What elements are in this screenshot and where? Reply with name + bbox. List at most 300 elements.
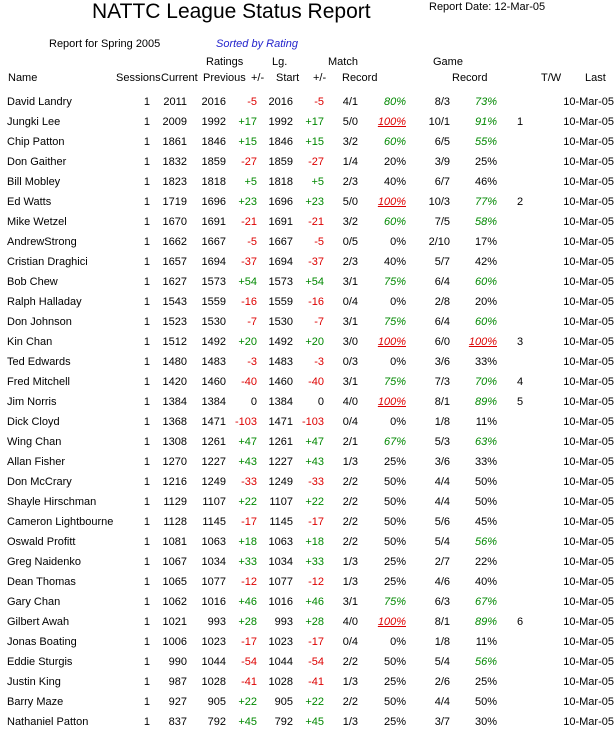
game-percent: 77% — [474, 196, 497, 208]
league-start: 1691 — [268, 216, 293, 228]
previous-rating: 1249 — [201, 476, 226, 488]
tw-rank — [507, 232, 533, 252]
game-record: 7/5 — [434, 216, 450, 228]
previous-rating: 1492 — [201, 336, 226, 348]
previous-rating: 1992 — [201, 116, 226, 128]
current-rating: 987 — [168, 676, 187, 688]
league-change: +33 — [305, 556, 324, 568]
game-percent: 67% — [474, 596, 497, 608]
sessions: 1 — [143, 156, 150, 168]
last-played: 10-Mar-05 — [563, 536, 614, 548]
rating-change: -5 — [247, 96, 257, 108]
sessions: 1 — [143, 196, 150, 208]
spacer — [497, 532, 507, 552]
sessions: 1 — [143, 136, 150, 148]
match-percent: 0% — [390, 236, 406, 248]
name-column-header: Name — [8, 72, 38, 84]
league-start: 1846 — [268, 136, 293, 148]
player-name: Jonas Boating — [7, 636, 77, 648]
rating-change: +17 — [238, 116, 257, 128]
game-record: 8/3 — [434, 96, 450, 108]
sessions: 1 — [143, 376, 150, 388]
game-percent: 70% — [474, 376, 497, 388]
game-record: 6/4 — [434, 276, 450, 288]
match-record: 2/2 — [342, 496, 358, 508]
tw-rank — [507, 572, 533, 592]
player-name: Cameron Lightbourne — [7, 516, 114, 528]
league-start: 1044 — [268, 656, 293, 668]
spacer — [497, 452, 507, 472]
tw-rank — [507, 272, 533, 292]
match-record: 2/2 — [342, 516, 358, 528]
game-percent: 42% — [474, 256, 497, 268]
game-record: 6/3 — [434, 596, 450, 608]
table-row — [0, 632, 614, 652]
match-percent: 75% — [383, 276, 406, 288]
league-start: 1694 — [268, 256, 293, 268]
last-played: 10-Mar-05 — [563, 276, 614, 288]
match-record: 2/1 — [342, 436, 358, 448]
league-change: -3 — [314, 356, 324, 368]
spacer — [497, 692, 507, 712]
last-played: 10-Mar-05 — [563, 596, 614, 608]
sessions: 1 — [143, 496, 150, 508]
current-rating: 1384 — [162, 396, 187, 408]
league-change: +18 — [305, 536, 324, 548]
game-percent: 60% — [474, 316, 497, 328]
previous-rating: 1016 — [201, 596, 226, 608]
previous-rating: 1818 — [201, 176, 226, 188]
match-record: 3/1 — [342, 596, 358, 608]
rating-change: +20 — [238, 336, 257, 348]
table-row — [0, 672, 614, 692]
last-played: 10-Mar-05 — [563, 236, 614, 248]
current-rating: 1129 — [163, 496, 187, 508]
league-start: 1859 — [268, 156, 293, 168]
current-rating: 1062 — [162, 596, 187, 608]
spacer — [497, 672, 507, 692]
league-start: 1145 — [269, 516, 293, 528]
rating-change: -33 — [241, 476, 257, 488]
match-group-header: Match — [328, 56, 358, 68]
rating-change: +22 — [238, 696, 257, 708]
report-title: NATTC League Status Report — [92, 0, 371, 23]
table-row — [0, 292, 614, 312]
previous-rating: 1691 — [201, 216, 226, 228]
last-played: 10-Mar-05 — [563, 336, 614, 348]
table-row — [0, 472, 614, 492]
tw-rank — [507, 552, 533, 572]
league-change: -5 — [314, 96, 324, 108]
rating-change: +43 — [238, 456, 257, 468]
tw-rank — [507, 672, 533, 692]
league-start: 1667 — [268, 236, 293, 248]
last-played: 10-Mar-05 — [563, 296, 614, 308]
current-rating: 1523 — [162, 316, 187, 328]
match-percent: 25% — [383, 716, 406, 728]
sessions: 1 — [143, 676, 150, 688]
spacer — [497, 212, 507, 232]
league-change: +22 — [305, 496, 324, 508]
league-change: +5 — [311, 176, 324, 188]
sessions: 1 — [143, 456, 150, 468]
spacer — [497, 432, 507, 452]
league-change: +45 — [305, 716, 324, 728]
player-name: Fred Mitchell — [7, 376, 70, 388]
rating-change: -21 — [241, 216, 257, 228]
rating-change: -17 — [241, 636, 257, 648]
match-record: 3/2 — [342, 136, 358, 148]
game-percent: 56% — [474, 536, 497, 548]
sessions: 1 — [143, 596, 150, 608]
match-percent: 50% — [383, 536, 406, 548]
league-start: 1460 — [268, 376, 293, 388]
spacer — [497, 352, 507, 372]
tw-rank — [507, 632, 533, 652]
match-percent: 50% — [383, 656, 406, 668]
tw-rank — [507, 352, 533, 372]
match-record: 3/2 — [342, 216, 358, 228]
previous-rating: 1530 — [201, 316, 226, 328]
match-percent: 25% — [383, 456, 406, 468]
league-change: -17 — [308, 516, 324, 528]
current-column-header: Current — [161, 72, 198, 84]
player-name: Chip Patton — [7, 136, 65, 148]
current-rating: 1067 — [162, 556, 187, 568]
table-row — [0, 252, 614, 272]
last-played: 10-Mar-05 — [563, 176, 614, 188]
game-record: 10/3 — [428, 196, 450, 208]
table-row — [0, 152, 614, 172]
spacer — [497, 712, 507, 732]
rating-change: +46 — [238, 596, 257, 608]
league-start: 1249 — [268, 476, 293, 488]
current-rating: 1543 — [162, 296, 187, 308]
tw-rank — [507, 532, 533, 552]
game-record: 6/7 — [434, 176, 450, 188]
league-change: +17 — [305, 116, 324, 128]
player-name: AndrewStrong — [7, 236, 77, 248]
match-record: 2/2 — [342, 536, 358, 548]
previous-rating: 1063 — [201, 536, 226, 548]
game-record: 7/3 — [434, 376, 450, 388]
tw-rank — [507, 152, 533, 172]
game-record: 4/4 — [434, 696, 450, 708]
previous-rating: 1227 — [201, 456, 226, 468]
player-name: Ed Watts — [7, 196, 52, 208]
game-percent: 63% — [474, 436, 497, 448]
table-row — [0, 132, 614, 152]
rating-change: -40 — [241, 376, 257, 388]
table-row — [0, 652, 614, 672]
league-start: 905 — [274, 696, 293, 708]
player-name: Bill Mobley — [7, 176, 61, 188]
game-record: 6/4 — [434, 316, 450, 328]
table-row — [0, 232, 614, 252]
spacer — [497, 92, 507, 112]
tw-rank — [507, 452, 533, 472]
match-record: 0/4 — [342, 296, 358, 308]
match-percent: 50% — [383, 516, 406, 528]
sessions: 1 — [143, 656, 150, 668]
previous-rating: 1696 — [201, 196, 226, 208]
sessions: 1 — [143, 416, 150, 428]
match-record: 5/0 — [342, 196, 358, 208]
game-percent: 45% — [474, 516, 497, 528]
match-percent: 0% — [390, 636, 406, 648]
match-record: 1/3 — [342, 456, 358, 468]
current-rating: 1670 — [162, 216, 187, 228]
last-played: 10-Mar-05 — [563, 256, 614, 268]
game-percent: 73% — [474, 96, 497, 108]
player-name: Barry Maze — [7, 696, 64, 708]
match-record: 0/4 — [342, 416, 358, 428]
tw-rank — [507, 512, 533, 532]
match-percent: 60% — [383, 216, 406, 228]
sessions: 1 — [143, 116, 150, 128]
previous-rating: 1573 — [201, 276, 226, 288]
spacer — [497, 512, 507, 532]
game-percent: 11% — [475, 636, 497, 648]
league-change: +22 — [305, 696, 324, 708]
last-played: 10-Mar-05 — [563, 136, 614, 148]
player-name: Eddie Sturgis — [7, 656, 73, 668]
report-date: Report Date: 12-Mar-05 — [429, 1, 546, 13]
sessions: 1 — [143, 396, 150, 408]
player-name: Kin Chan — [7, 336, 53, 348]
rating-change: -41 — [241, 676, 257, 688]
last-played: 10-Mar-05 — [563, 356, 614, 368]
rating-change: -17 — [241, 516, 257, 528]
sessions: 1 — [143, 616, 150, 628]
player-name: Cristian Draghici — [7, 256, 88, 268]
league-change: -103 — [301, 416, 324, 428]
current-rating: 1065 — [162, 576, 187, 588]
match-record: 2/2 — [342, 656, 358, 668]
game-record-column-header: Record — [452, 72, 488, 84]
table-row — [0, 192, 614, 212]
current-rating: 1081 — [162, 536, 187, 548]
league-start: 1077 — [268, 576, 293, 588]
tw-rank: 6 — [516, 616, 524, 628]
game-record: 3/9 — [434, 156, 450, 168]
last-played: 10-Mar-05 — [563, 656, 614, 668]
sessions: 1 — [143, 356, 150, 368]
current-rating: 1480 — [162, 356, 187, 368]
match-percent: 75% — [383, 596, 406, 608]
league-change: +46 — [305, 596, 324, 608]
rating-change: 0 — [250, 396, 257, 408]
league-change: 0 — [317, 396, 324, 408]
game-record: 5/6 — [434, 516, 450, 528]
tw-rank — [507, 212, 533, 232]
current-rating: 1006 — [162, 636, 187, 648]
tw-rank: 1 — [516, 116, 524, 128]
rating-change: -7 — [247, 316, 257, 328]
rating-change: +22 — [238, 496, 257, 508]
spacer — [497, 472, 507, 492]
last-played: 10-Mar-05 — [563, 436, 614, 448]
previous-column-header: Previous — [203, 72, 246, 84]
sessions: 1 — [143, 316, 150, 328]
current-rating: 1627 — [162, 276, 187, 288]
game-percent: 100% — [468, 336, 497, 348]
table-row — [0, 712, 614, 732]
game-record: 5/7 — [434, 256, 450, 268]
spacer — [497, 592, 507, 612]
rating-change: -12 — [241, 576, 257, 588]
match-record: 3/1 — [342, 376, 358, 388]
match-percent: 60% — [383, 136, 406, 148]
league-change: -27 — [308, 156, 324, 168]
sort-indicator: Sorted by Rating — [216, 38, 298, 50]
previous-rating: 1107 — [202, 496, 226, 508]
table-row — [0, 612, 614, 632]
last-column-header: Last — [585, 72, 606, 84]
sessions: 1 — [143, 236, 150, 248]
start-column-header: Start — [276, 72, 300, 84]
game-percent: 22% — [474, 556, 497, 568]
current-rating: 990 — [168, 656, 187, 668]
player-name: Ted Edwards — [7, 356, 71, 368]
player-name: Dick Cloyd — [7, 416, 60, 428]
spacer — [497, 412, 507, 432]
spacer — [497, 572, 507, 592]
last-played: 10-Mar-05 — [563, 376, 614, 388]
current-rating: 1021 — [162, 616, 187, 628]
last-played: 10-Mar-05 — [563, 556, 614, 568]
previous-rating: 792 — [207, 716, 226, 728]
previous-rating: 1028 — [201, 676, 226, 688]
rating-change: +28 — [238, 616, 257, 628]
league-start: 1530 — [268, 316, 293, 328]
game-percent: 11% — [475, 416, 497, 428]
match-percent: 25% — [383, 576, 406, 588]
spacer — [497, 152, 507, 172]
league-change: +28 — [305, 616, 324, 628]
league-change: -7 — [314, 316, 324, 328]
league-start: 1483 — [268, 356, 293, 368]
league-start: 792 — [274, 716, 293, 728]
last-played: 10-Mar-05 — [563, 696, 614, 708]
player-name: Don Gaither — [7, 156, 67, 168]
player-name: Wing Chan — [7, 436, 62, 448]
league-start: 1227 — [268, 456, 293, 468]
game-record: 2/8 — [434, 296, 450, 308]
league-start: 1696 — [268, 196, 293, 208]
game-record: 10/1 — [428, 116, 450, 128]
game-group-header: Game — [433, 56, 463, 68]
match-record: 0/4 — [342, 636, 358, 648]
table-row — [0, 352, 614, 372]
game-percent: 89% — [474, 616, 497, 628]
last-played: 10-Mar-05 — [563, 616, 614, 628]
current-rating: 1832 — [162, 156, 187, 168]
spacer — [497, 252, 507, 272]
match-record: 5/0 — [342, 116, 358, 128]
spacer — [497, 612, 507, 632]
game-percent: 89% — [474, 396, 497, 408]
match-percent: 100% — [377, 616, 406, 628]
ratings-group-header: Ratings — [206, 56, 244, 68]
match-percent: 50% — [383, 696, 406, 708]
match-record: 1/3 — [342, 576, 358, 588]
spacer — [497, 372, 507, 392]
last-played: 10-Mar-05 — [563, 96, 614, 108]
match-percent: 100% — [377, 116, 406, 128]
spacer — [497, 552, 507, 572]
spacer — [497, 492, 507, 512]
game-percent: 33% — [474, 356, 497, 368]
game-record: 1/8 — [434, 636, 450, 648]
game-percent: 58% — [474, 216, 497, 228]
match-percent: 40% — [383, 176, 406, 188]
table-row — [0, 572, 614, 592]
current-rating: 1719 — [162, 196, 187, 208]
game-record: 5/4 — [434, 656, 450, 668]
spacer — [497, 652, 507, 672]
last-played: 10-Mar-05 — [563, 576, 614, 588]
match-percent: 25% — [383, 556, 406, 568]
current-rating: 1216 — [162, 476, 187, 488]
match-percent: 50% — [383, 476, 406, 488]
game-record: 5/3 — [434, 436, 450, 448]
match-record: 3/1 — [342, 276, 358, 288]
spacer — [497, 232, 507, 252]
match-record: 4/1 — [342, 96, 358, 108]
previous-rating: 1483 — [201, 356, 226, 368]
match-percent: 40% — [383, 256, 406, 268]
league-start: 1016 — [268, 596, 293, 608]
rating-change: +23 — [238, 196, 257, 208]
league-change-column-header: +/- — [313, 72, 327, 84]
league-change: +20 — [305, 336, 324, 348]
sessions: 1 — [143, 576, 150, 588]
league-start: 1559 — [268, 296, 293, 308]
table-row — [0, 212, 614, 232]
game-record: 2/7 — [434, 556, 450, 568]
league-start: 1818 — [268, 176, 293, 188]
tw-rank — [507, 132, 533, 152]
league-start: 1261 — [268, 436, 293, 448]
current-rating: 1861 — [162, 136, 187, 148]
spacer — [497, 632, 507, 652]
last-played: 10-Mar-05 — [563, 216, 614, 228]
player-name: Greg Naidenko — [7, 556, 81, 568]
league-change: -5 — [314, 236, 324, 248]
game-percent: 46% — [474, 176, 497, 188]
rating-change-column-header: +/- — [251, 72, 265, 84]
previous-rating: 1846 — [201, 136, 226, 148]
league-change: -40 — [308, 376, 324, 388]
rating-change: -5 — [247, 236, 257, 248]
player-name: Bob Chew — [7, 276, 58, 288]
previous-rating: 2016 — [201, 96, 226, 108]
previous-rating: 993 — [207, 616, 226, 628]
previous-rating: 1261 — [201, 436, 226, 448]
game-record: 3/6 — [434, 356, 450, 368]
table-row — [0, 312, 614, 332]
match-record: 2/2 — [342, 696, 358, 708]
match-percent: 100% — [377, 336, 406, 348]
previous-rating: 1694 — [201, 256, 226, 268]
sessions: 1 — [143, 636, 150, 648]
game-record: 4/4 — [434, 476, 450, 488]
tw-rank: 4 — [516, 376, 524, 388]
current-rating: 837 — [168, 716, 187, 728]
last-played: 10-Mar-05 — [563, 396, 614, 408]
league-start: 1023 — [268, 636, 293, 648]
